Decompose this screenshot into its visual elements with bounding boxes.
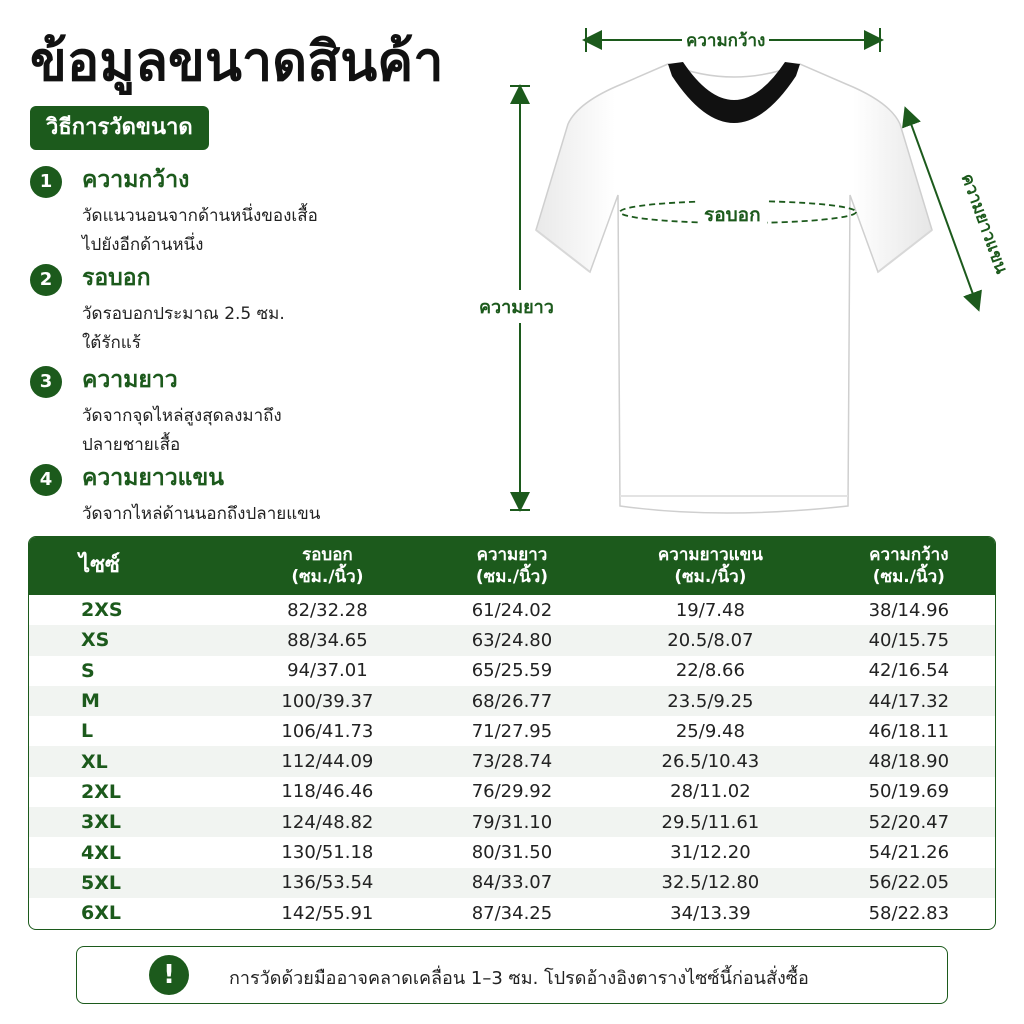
step-description: วัดจากไหล่ด้านนอกถึงปลายแขน [82,504,321,524]
size-chart-table [28,536,996,930]
cell-size: 2XL [81,780,121,803]
cell-size: S [81,659,95,682]
cell-sleeve: 25/9.48 [675,720,745,742]
cell-width: 52/20.47 [823,807,995,837]
cell-chest: 118/46.46 [281,781,374,803]
width-label: ความกว้าง [682,27,769,54]
table-row [29,686,995,716]
column-header-length [426,537,598,595]
cell-length: 61/24.02 [471,599,553,621]
step-heading: ความยาวแขน [82,465,224,491]
cell-size: 3XL [29,807,229,837]
cell-length: 73/28.74 [426,746,598,776]
cell-chest: 94/37.01 [287,660,368,682]
step-heading: ความกว้าง [82,167,190,193]
step-description: วัดรอบอกประมาณ 2.5 ซม. ใต้รักแร้ [82,304,285,353]
cell-size: XL [29,746,229,776]
tshirt-illustration [470,20,1024,530]
cell-length: 87/34.25 [471,902,553,924]
cell-sleeve: 19/7.48 [675,599,745,621]
cell-chest: 142/55.91 [281,902,374,924]
table-header-row [29,537,995,595]
cell-width: 40/15.75 [823,625,995,655]
step-number: 1 [30,166,62,198]
column-header-text: ความยาว (ซม./นิ้ว) [475,545,549,587]
cell-size: XS [29,625,229,655]
cell-sleeve: 20.5/8.07 [598,625,823,655]
step-description: วัดแนวนอนจากด้านหนึ่งของเสื้อ ไปยังอีกด้านหนึ่ง [82,206,318,255]
column-header-width [823,537,995,595]
cell-sleeve: 22/8.66 [675,660,745,682]
cell-size: L [81,720,94,743]
measurement-note [76,946,948,1004]
cell-sleeve: 32.5/12.80 [598,868,823,898]
chest-label: รอบอก [698,200,767,230]
cell-width: 42/16.54 [868,660,950,682]
column-header-text: ความกว้าง (ซม./นิ้ว) [869,545,949,587]
page-title: ข้อมูลขนาดสินค้า [30,30,444,93]
cell-width: 44/17.32 [823,686,995,716]
table-row [29,746,995,776]
cell-width: 48/18.90 [823,746,995,776]
cell-chest: 100/39.37 [229,686,426,716]
cell-width: 58/22.83 [868,902,950,924]
column-header-size: ไซซ์ [29,537,229,595]
cell-width: 56/22.05 [823,868,995,898]
cell-sleeve: 23.5/9.25 [598,686,823,716]
cell-length: 68/26.77 [426,686,598,716]
column-header-sleeve [598,537,823,595]
column-header-chest [229,537,426,595]
cell-width: 46/18.11 [868,720,950,742]
cell-sleeve: 26.5/10.43 [598,746,823,776]
cell-length: 63/24.80 [426,625,598,655]
table-row [29,716,995,746]
cell-length: 84/33.07 [426,868,598,898]
table-row [29,807,995,837]
table-row [29,777,995,807]
cell-chest: 106/41.73 [281,720,374,742]
cell-length: 79/31.10 [426,807,598,837]
cell-sleeve: 28/11.02 [670,781,751,803]
table-row [29,837,995,867]
step-number: 4 [30,464,62,496]
table-row [29,868,995,898]
cell-size: 4XL [81,841,121,864]
cell-sleeve: 34/13.39 [670,902,751,924]
cell-width: 54/21.26 [868,842,950,864]
cell-sleeve: 29.5/11.61 [598,807,823,837]
cell-sleeve: 31/12.20 [670,842,751,864]
cell-width: 50/19.69 [868,781,950,803]
cell-length: 80/31.50 [471,842,553,864]
cell-size: 2XS [81,599,123,622]
step-number: 2 [30,264,62,296]
cell-chest: 88/34.65 [229,625,426,655]
how-to-measure-badge: วิธีการวัดขนาด [30,106,209,150]
cell-length: 65/25.59 [471,660,553,682]
table-row [29,898,995,928]
tshirt-body [536,64,932,513]
step-heading: รอบอก [82,265,151,291]
cell-size: 6XL [81,902,121,925]
cell-chest: 112/44.09 [229,746,426,776]
cell-length: 71/27.95 [471,720,553,742]
exclamation-icon: ! [149,955,189,995]
step-heading: ความยาว [82,367,178,393]
cell-width: 38/14.96 [868,599,950,621]
length-label: ความยาว [476,290,557,323]
table-row [29,625,995,655]
sleeve-label: ความยาวแขน [954,170,1015,278]
cell-chest: 130/51.18 [281,842,374,864]
cell-chest: 124/48.82 [229,807,426,837]
cell-size: M [29,686,229,716]
note-text: การวัดด้วยมืออาจคลาดเคลื่อน 1–3 ซม. โปรดอ้างอิงตารางไซซ์นี้ก่อนสั่งซื้อ [229,968,809,989]
column-header-text: รอบอก (ซม./นิ้ว) [291,545,364,587]
step-description: วัดจากจุดไหล่สูงสุดลงมาถึง ปลายชายเสื้อ [82,406,282,455]
table-row [29,656,995,686]
cell-chest: 82/32.28 [287,599,368,621]
step-number: 3 [30,366,62,398]
cell-size: 5XL [29,868,229,898]
table-row [29,595,995,625]
cell-length: 76/29.92 [471,781,553,803]
tshirt-measurement-figure [470,20,1024,530]
column-header-text: ความยาวแขน (ซม./นิ้ว) [657,545,763,587]
cell-chest: 136/53.54 [229,868,426,898]
